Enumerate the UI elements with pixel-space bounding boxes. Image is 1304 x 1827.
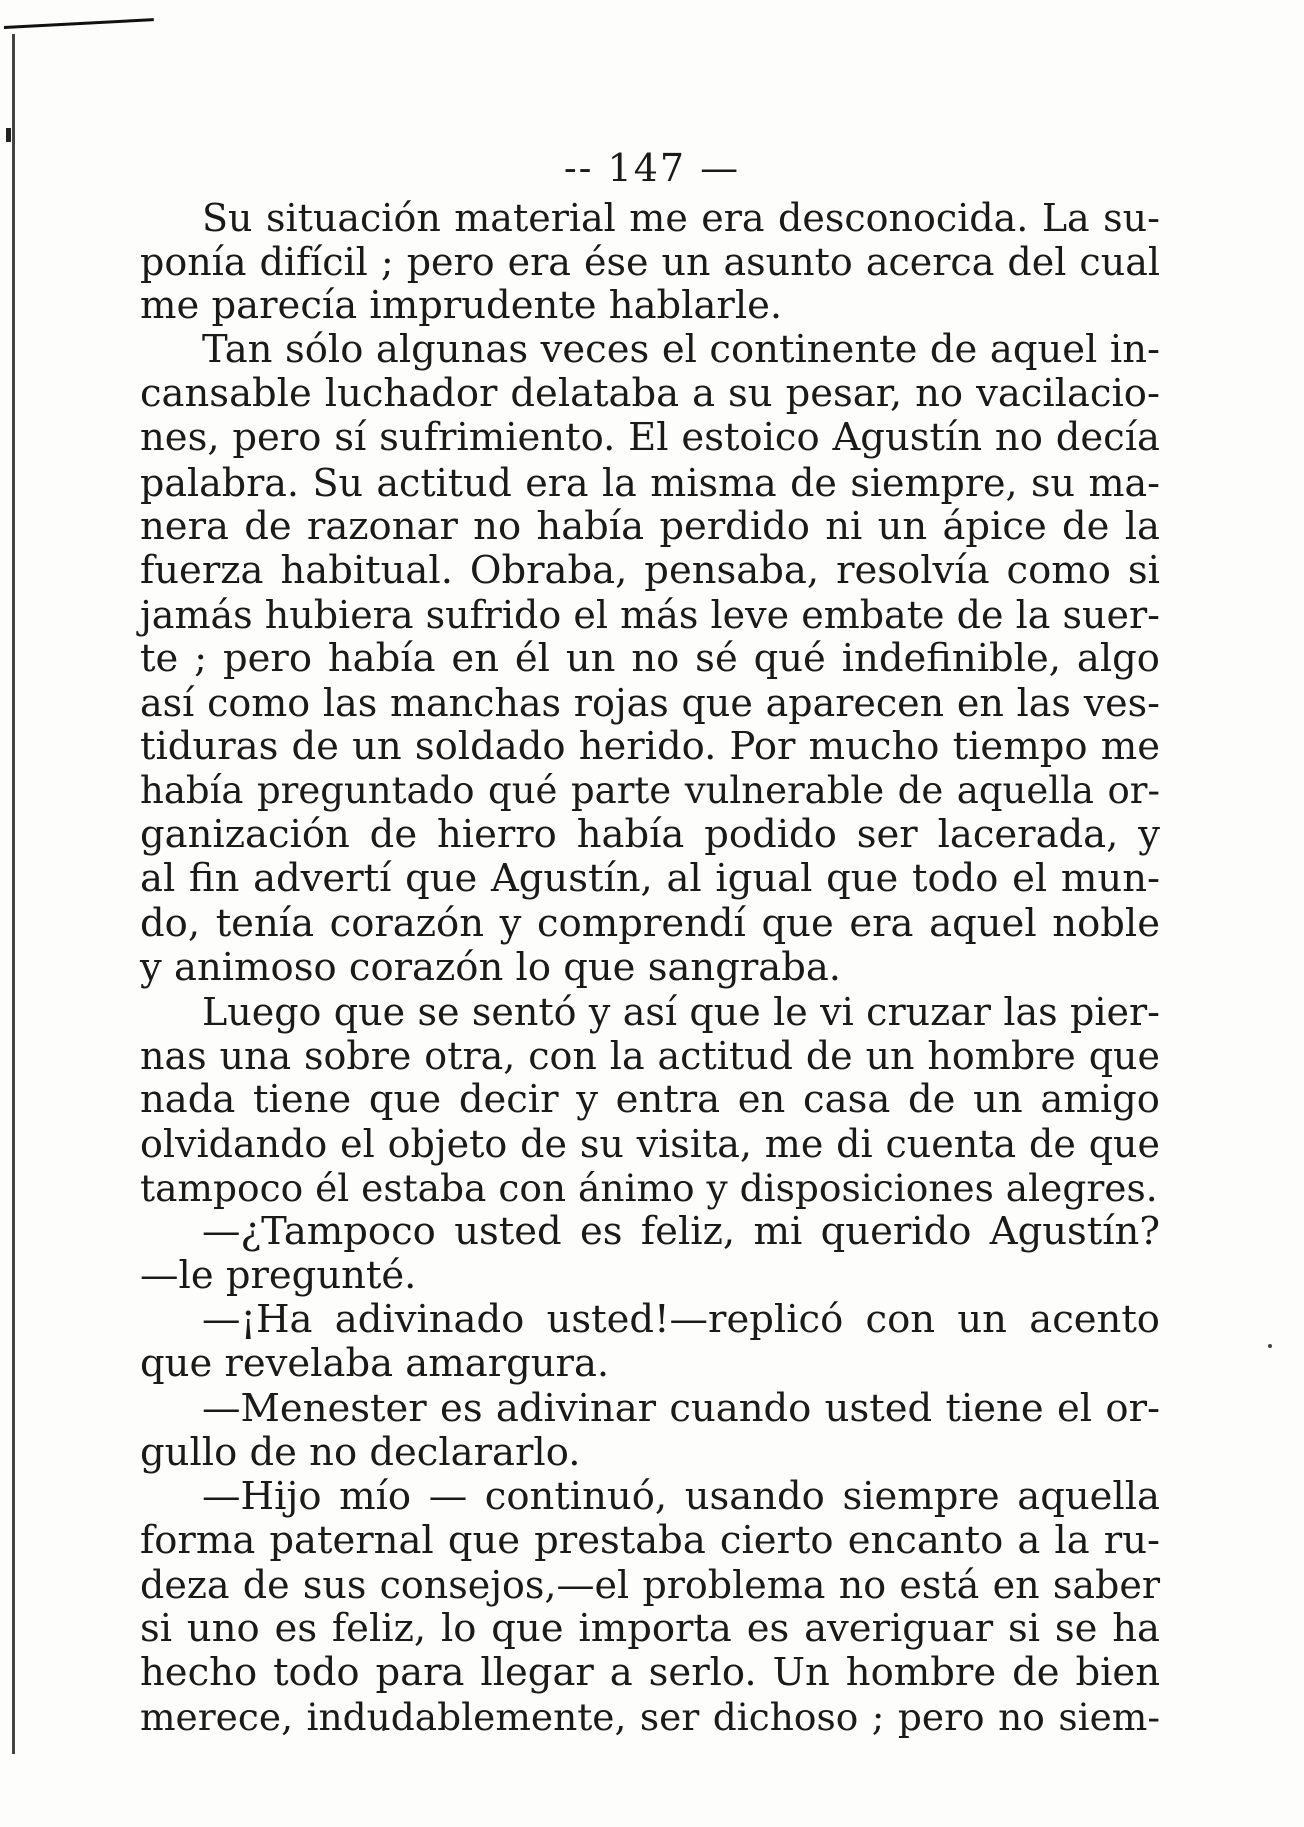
text-line: jamás hubiera sufrido el más leve embate de la suer- <box>140 592 1160 637</box>
binding-edge-tick <box>6 128 11 142</box>
text-line: nera de razonar no había perdido ni un ápice de la <box>140 503 1160 549</box>
text-line: —¡Ha adivinado usted!—replicó con un acento <box>202 1297 1160 1343</box>
text-line: hecho todo para llegar a serlo. Un hombre de bien <box>140 1650 1160 1696</box>
text-line: te ; pero había en él un no sé qué indefinible, algo <box>140 635 1160 681</box>
text-line: merece, indudablemente, ser dichoso ; pero no siem- <box>140 1695 1160 1740</box>
text-line: —le pregunté. <box>140 1253 417 1299</box>
text-line: ponía difícil ; pero era ése un asunto acerca del cual <box>140 240 1160 285</box>
text-line: deza de sus consejos,—el problema no está en saber <box>140 1562 1160 1607</box>
text-line: —Menester es adivinar cuando usted tiene el or- <box>202 1385 1160 1431</box>
body-text <box>140 196 1160 1739</box>
page-number: -- 147 — <box>563 146 741 190</box>
binding-edge-line <box>12 34 15 1754</box>
text-line: olvidando el objeto de su visita, me di cuenta de que <box>140 1121 1160 1166</box>
text-line: —¿Tampoco usted es feliz, mi querido Agustín? <box>202 1209 1160 1255</box>
text-line: me parecía imprudente hablarle. <box>140 283 783 329</box>
text-line: así como las manchas rojas que aparecen en las ves- <box>140 681 1160 726</box>
text-line: había preguntado qué parte vulnerable de aquella or- <box>140 769 1160 813</box>
text-line: —Hijo mío — continuó, usando siempre aquella <box>202 1473 1160 1519</box>
text-line: fuerza habitual. Obraba, pensaba, resolvía como si <box>140 547 1160 593</box>
text-line: que revelaba amargura. <box>140 1341 610 1387</box>
text-line: Tan sólo algunas veces el continente de aquel in- <box>202 327 1160 373</box>
text-line: palabra. Su actitud era la misma de siempre, su ma- <box>140 460 1160 505</box>
text-line: tampoco él estaba con ánimo y disposiciones alegres. <box>140 1166 1158 1211</box>
binding-edge-mark <box>4 18 154 29</box>
text-line: gullo de no declararlo. <box>140 1429 581 1475</box>
text-line: nas una sobre otra, con la actitud de un hombre que <box>140 1033 1160 1078</box>
text-line: y animoso corazón lo que sangraba. <box>140 944 842 990</box>
text-line: al fin advertí que Agustín, al igual que todo el mun- <box>140 856 1160 902</box>
text-line: cansable luchador delataba a su pesar, no vacilacio- <box>140 371 1160 417</box>
text-line: tiduras de un soldado herido. Por mucho tiempo me <box>140 724 1160 770</box>
scan-speck <box>1268 1344 1272 1348</box>
text-line: nada tiene que decir y entra en casa de un amigo <box>140 1076 1160 1122</box>
text-line: nes, pero sí sufrimiento. El estoico Agustín no decía <box>140 415 1160 461</box>
text-line: Su situación material me era desconocida. La su- <box>202 196 1160 240</box>
text-line: si uno es feliz, lo que importa es averiguar si se ha <box>140 1606 1160 1651</box>
text-line: Luego que se sentó y así que le vi cruzar las pier- <box>202 989 1160 1034</box>
text-line: ganización de hierro había podido ser lacerada, y <box>140 812 1160 858</box>
text-line: forma paternal que prestaba cierto encanto a la ru- <box>140 1517 1160 1563</box>
text-line: do, tenía corazón y comprendí que era aquel noble <box>140 900 1160 946</box>
